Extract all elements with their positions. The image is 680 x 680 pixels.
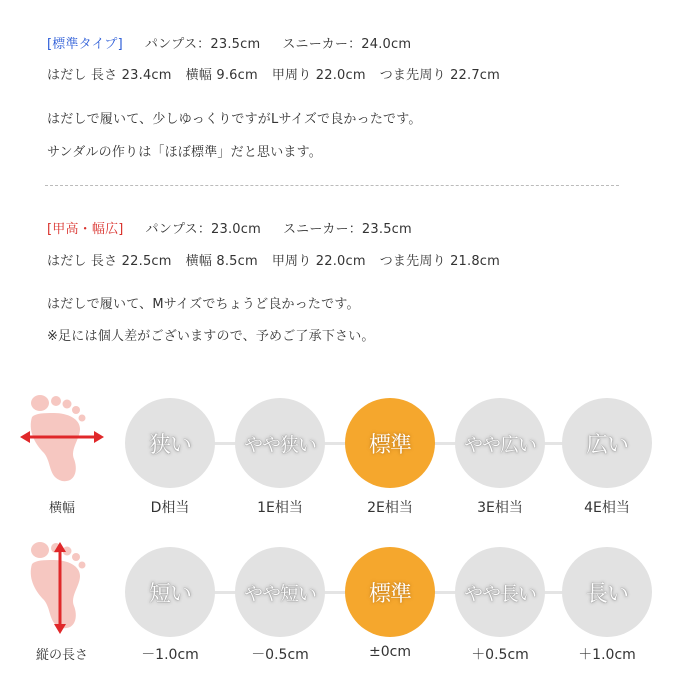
wide-instep: 甲周り 22.0cm: [271, 254, 366, 269]
length-option-slightly-long: やや長い: [455, 547, 545, 637]
wide-tag: [甲高・幅広]: [47, 222, 124, 237]
width-option-wide: 広い: [562, 398, 652, 488]
standard-pumps: パンプス：23.5cm: [144, 37, 261, 52]
standard-comment-2: サンダルの作りは「ほぼ標準」だと思います。: [47, 145, 322, 160]
width-sub-standard: 2E相当: [367, 500, 413, 516]
length-sub-long: ＋1.0cm: [578, 647, 636, 663]
width-option-narrow: 狭い: [125, 398, 215, 488]
standard-toe: つま先周り 22.7cm: [379, 68, 501, 83]
length-sub-slightly-short: －0.5cm: [251, 647, 309, 663]
standard-measure-line: [47, 64, 500, 83]
length-option-slightly-short: やや短い: [235, 547, 325, 637]
width-option-slightly-narrow: やや狭い: [235, 398, 325, 488]
length-sub-short: －1.0cm: [141, 647, 199, 663]
standard-instep: 甲周り 22.0cm: [271, 68, 366, 83]
foot-width-icon: [18, 395, 108, 485]
standard-width: 横幅 9.6cm: [185, 68, 258, 83]
wide-size-line: [47, 218, 412, 237]
width-sub-narrow: D相当: [150, 500, 190, 516]
wide-sneaker: スニーカー：23.5cm: [282, 222, 412, 237]
wide-pumps: パンプス：23.0cm: [145, 222, 261, 237]
width-scale: [0, 395, 680, 525]
length-scale-label: 縦の長さ: [35, 648, 88, 663]
standard-tag: [標準タイプ]: [47, 37, 123, 52]
length-option-short: 短い: [125, 547, 215, 637]
foot-length-icon: [18, 540, 108, 635]
width-sub-slightly-narrow: 1E相当: [257, 500, 303, 516]
standard-comment-1: はだしで履いて、少しゆっくりですがLサイズで良かったです。: [47, 112, 422, 127]
wide-toe: つま先周り 21.8cm: [379, 254, 501, 269]
width-option-standard: 標準: [345, 398, 435, 488]
wide-comment-2: ※足には個人差がございますので、予めご了承下さい。: [47, 329, 375, 344]
wide-comment-1: はだしで履いて、Mサイズでちょうど良かったです。: [47, 297, 360, 312]
width-option-slightly-wide: やや広い: [455, 398, 545, 488]
width-sub-slightly-wide: 3E相当: [477, 500, 523, 516]
wide-measure-line: [47, 250, 500, 269]
length-scale: [0, 540, 680, 670]
length-sub-standard: ±0cm: [369, 644, 411, 660]
length-sub-slightly-long: ＋0.5cm: [471, 647, 529, 663]
length-option-standard: 標準: [345, 547, 435, 637]
width-scale-label: 横幅: [48, 501, 75, 516]
standard-sneaker: スニーカー：24.0cm: [282, 37, 412, 52]
wide-width: 横幅 8.5cm: [185, 254, 258, 269]
section-divider: [45, 185, 619, 186]
wide-barefoot-length: はだし 長さ 22.5cm: [47, 254, 172, 269]
length-option-long: 長い: [562, 547, 652, 637]
width-sub-wide: 4E相当: [584, 500, 630, 516]
standard-size-line: [47, 33, 411, 52]
standard-barefoot-length: はだし 長さ 23.4cm: [47, 68, 172, 83]
